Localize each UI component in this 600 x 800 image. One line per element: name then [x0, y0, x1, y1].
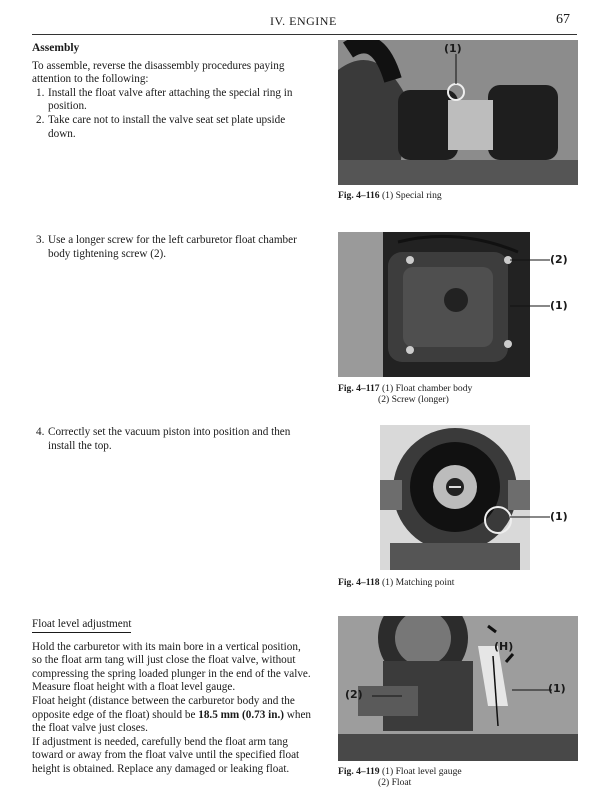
chapter-title: IV. ENGINE	[270, 14, 337, 28]
assembly-step: 1. Install the float valve after attaching the special ring in position.	[36, 86, 293, 113]
leader-line-118	[510, 510, 550, 530]
callout-2: (2)	[345, 688, 363, 701]
float-level-section	[32, 618, 312, 777]
assembly-steps-1-2	[32, 87, 312, 141]
figure-photo-117	[338, 232, 530, 377]
callout-2: (2)	[550, 253, 568, 266]
assembly-step: 2. Take care not to install the valve seat set plate upside down.	[36, 113, 286, 140]
callout-1: (1)	[548, 682, 566, 695]
page-number: 67	[556, 12, 570, 27]
float-adjust-paragraph: If adjustment is needed, carefully bend the float arm tang toward or away from the float valve until the specified float height is obtained. Replace any damaged or leaking float.	[32, 735, 300, 775]
float-level-heading: Float level adjustment	[32, 618, 131, 633]
caption-116: Fig. 4–116 (1) Special ring	[338, 190, 442, 201]
float-height-paragraph: Float height (distance between the carburetor body and the opposite edge of the float) should be 18.5 mm (0.73 in.) when the float valve just closes.	[32, 694, 312, 735]
caption-119: Fig. 4–119 (1) Float level gauge (2) Float	[338, 766, 462, 788]
assembly-heading: Assembly	[32, 42, 80, 54]
page-header	[0, 14, 600, 34]
callout-H: (H)	[494, 640, 514, 653]
callout-1: (1)	[550, 299, 568, 312]
vacuum-piston-photo	[380, 425, 530, 570]
assembly-step: 4. Correctly set the vacuum piston into position and then install the top.	[36, 426, 291, 452]
assembly-intro: To assemble, reverse the disassembly procedures paying attention to the following:	[32, 59, 285, 86]
float-chamber-photo	[338, 232, 530, 377]
assembly-step-3-block	[32, 234, 312, 261]
callout-1: (1)	[444, 42, 462, 55]
caption-117: Fig. 4–117 (1) Float chamber body (2) Screw (longer)	[338, 383, 473, 405]
figure-photo-116	[338, 40, 578, 185]
assembly-section	[32, 42, 312, 141]
callout-1: (1)	[550, 510, 568, 523]
leader-lines-117	[510, 250, 550, 320]
leader-lines-119	[372, 685, 552, 705]
float-paragraph: Measure float height with a float level gauge.	[32, 681, 236, 694]
float-height-value: 18.5 mm (0.73 in.)	[198, 708, 284, 721]
float-paragraph: Hold the carburetor with its main bore in a vertical position, so the float arm tang will just close the float valve, without compressing the spring loaded plunger in the end of the valve.	[32, 640, 311, 680]
figure-photo-118	[380, 425, 530, 570]
carburetor-photo	[338, 40, 578, 185]
caption-118: Fig. 4–118 (1) Matching point	[338, 577, 455, 588]
assembly-step: 3. Use a longer screw for the left carburetor float chamber body tightening screw (2).	[36, 234, 297, 260]
header-rule	[32, 34, 577, 35]
assembly-step-4-block	[32, 426, 312, 453]
